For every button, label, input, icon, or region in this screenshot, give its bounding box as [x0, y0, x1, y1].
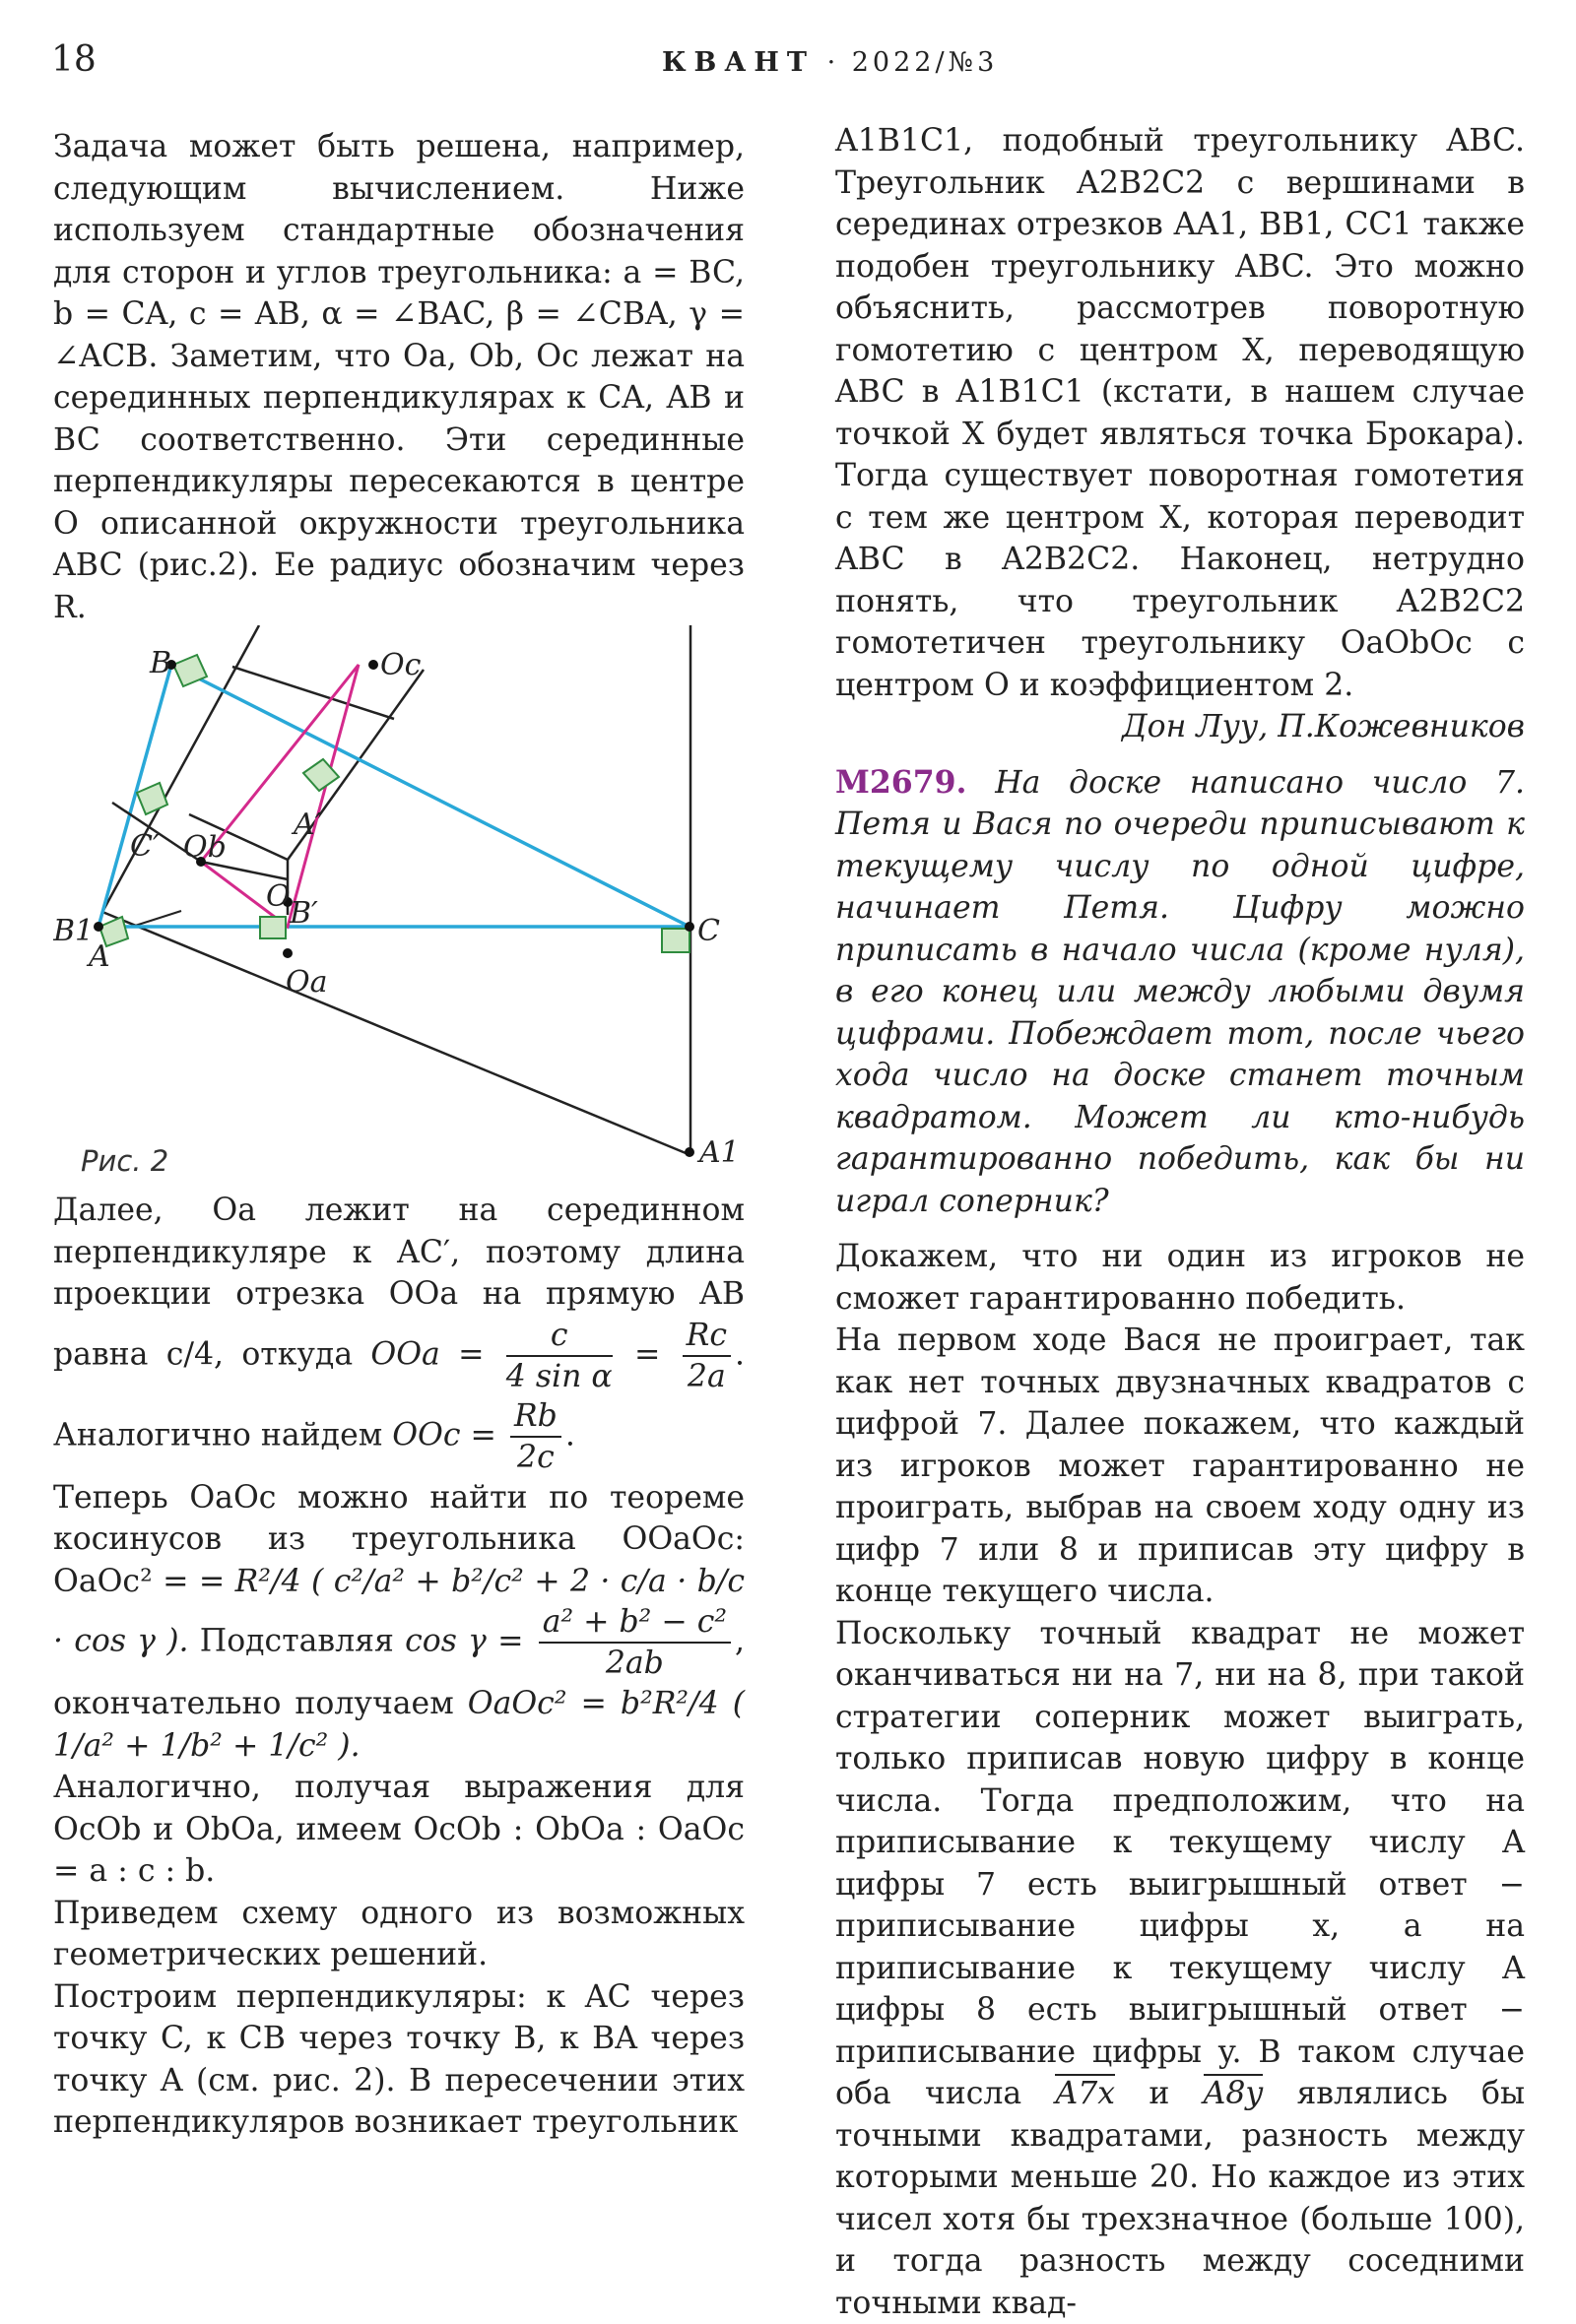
p2-eq2-frac: $\frac{Rb}{2c}$	[510, 1396, 561, 1477]
s3-text-b: являлись бы точными квадратами, разность между которыми меньше 20. Но каждое из этих чисел хотя бы трехзначное (больше 100), и тогда разность между соседними точными квад-	[835, 2076, 1525, 2321]
left-column-intro	[53, 126, 745, 628]
p2-eq2-lhs: OOc =	[392, 1417, 496, 1452]
left-column-derivation	[53, 1190, 745, 2144]
label-b-prime: B′	[289, 896, 318, 931]
p3-cos-frac: $\frac{\text{a² + b² − c²}}{2ab}$	[539, 1602, 731, 1683]
p3-final: OaOc² = b²R²/4 ( 1/a² + 1/b² + 1/c² ).	[53, 1686, 745, 1764]
label-c-prime: C′	[130, 829, 160, 864]
left-paragraph-6: Построим перпендикуляры: к AC через точку C, к CB через точку B, к BA через точку A (см. рис. 2). В пересечении этих перпендикуляров возникает треугольник	[53, 1976, 745, 2144]
p2-eq1-frac1: $\frac{c}{\text{4 sin α}}$	[506, 1316, 613, 1396]
s3-number-a8y: A8y	[1204, 2074, 1264, 2111]
figure-caption: Рис. 2	[81, 1144, 168, 1178]
label-oc: Oc	[380, 648, 422, 682]
problem-text: На доске написано число 7. Петя и Вася по очереди приписывают к текущему числу по одной цифре, начинает Петя. Цифру можно приписать в начало числа (кроме нуля), в его конец или между любыми двумя цифрами. Побеждает тот, после чьего хода число на доске станет точным квадратом. Может ли кто-нибудь гарантированно победить, как бы ни играл соперник?	[835, 765, 1525, 1219]
triangle-abc	[98, 665, 690, 927]
solution-paragraph-1: Докажем, что ни один из игроков не сможет гарантированно победить.	[835, 1236, 1525, 1320]
figure-2	[53, 625, 782, 1187]
journal-title	[662, 47, 998, 78]
problem-label: М2679.	[835, 764, 967, 801]
page-number: 18	[51, 39, 97, 80]
left-paragraph-5: Приведем схему одного из возможных геометрических решений.	[53, 1893, 745, 1976]
label-b: B	[149, 646, 171, 680]
page-header	[51, 39, 1539, 98]
left-paragraph-4: Аналогично, получая выражения для OcOb и ObOa, имеем OcOb : ObOa : OaOc = a : c : b.	[53, 1767, 745, 1893]
p2-eq1-frac2: $\frac{Rc}{2a}$	[683, 1316, 731, 1396]
label-ob: Ob	[183, 830, 227, 865]
p3-text-a: Теперь OaOc можно найти по теореме косинусов из треугольника OOaOc: OaOc² =	[53, 1480, 745, 1599]
p2-text-a: Далее, Oa лежит на серединном перпендикуляре к AC′, поэтому длина проекции отрезка OOa на прямую AB равна c/4, откуда	[53, 1193, 745, 1372]
journal-issue: · 2022/№3	[827, 47, 999, 78]
signature: Дон Луу, П.Кожевников	[835, 706, 1525, 748]
p3-eq: = R²/4 ( c²/a² + b²/c² + 2 · c/a · b/c · cos γ ).	[53, 1564, 745, 1659]
line-b1-a1	[102, 912, 690, 1155]
label-b1: B1	[53, 914, 94, 948]
left-paragraph-3	[53, 1477, 745, 1768]
solution-paragraph-2: На первом ходе Вася не проиграет, так как нет точных двузначных квадратов с цифрой 7. Далее покажем, что каждый из игроков может гарантированно не проиграть, выбрав на своем ходу одну из цифр 7 или 8 и приписав эту цифру в конце текущего числа.	[835, 1320, 1525, 1613]
s3-number-a7x: A7x	[1055, 2074, 1115, 2111]
s3-and: и	[1149, 2076, 1169, 2111]
label-oa: Oa	[286, 965, 327, 1000]
label-a-prime: A′	[291, 807, 322, 842]
p3-text-b: Подставляя	[200, 1624, 394, 1659]
p3-cos: cos γ =	[405, 1624, 523, 1659]
left-paragraph-2: Далее, Oa лежит на серединном перпендикуляре к AC′, поэтому длина проекции отрезка OOa на прямую AB равна c/4, откуда OOa = $\frac{c}{\text{4 sin α}}$ = $\frac{Rc}{2a}$ . Аналогично найдем OOc = $\frac{Rb}{2c}$ .	[53, 1190, 745, 1477]
p2-eq1-lhs: OOa =	[370, 1336, 484, 1372]
label-a1: A1	[696, 1135, 740, 1170]
p2-text-b: Аналогично найдем	[53, 1417, 382, 1452]
right-paragraph-1: A1B1C1, подобный треугольнику ABC. Треугольник A2B2C2 с вершинами в серединах отрезков AA1, BB1, CC1 также подобен треугольнику ABC. Это можно объяснить, рассмотрев поворотную гомотетию с центром X, переводящую ABC в A1B1C1 (кстати, в нашем случае точкой X будет являться точка Брокара). Тогда существует поворотная гомотетия с тем же центром X, которая переводит ABC в A2B2C2. Наконец, нетрудно понять, что треугольник A2B2C2 гомотетичен треугольнику OaObOc с центром O и коэффициентом 2.	[835, 120, 1525, 706]
label-o: O	[266, 879, 291, 914]
left-paragraph-1: Задача может быть решена, например, следующим вычислением. Ниже используем стандартные обозначения для сторон и углов треугольника: a = BC, b = CA, c = AB, α = ∠BAC, β = ∠CBA, γ = ∠ACB. Заметим, что Oa, Ob, Oc лежат на серединных перпендикулярах к CA, AB и BC соответственно. Эти серединные перпендикуляры пересекаются в центре O описанной окружности треугольника ABC (рис.2). Ее радиус обозначим через R.	[53, 126, 745, 628]
s3-text-a: Поскольку точный квадрат не может оканчиваться ни на 7, ни на 8, при такой стратегии соперник может выиграть, только приписав новую цифру в конце числа. Тогда предположим, что на приписывание к текущему числу A цифры 7 есть выигрышный ответ − приписывание цифры x, а на приписывание к текущему числу A цифры 8 есть выигрышный ответ − приписывание цифры y. В таком случае оба числа	[835, 1616, 1525, 2112]
p3-text-c: , окончательно получаем	[53, 1624, 745, 1722]
problem-statement	[835, 762, 1525, 1223]
journal-name: КВАНТ	[662, 47, 815, 78]
solution-paragraph-3	[835, 1613, 1525, 2324]
label-c: C	[697, 914, 720, 948]
right-column	[835, 120, 1525, 2324]
label-a: A	[86, 939, 110, 974]
